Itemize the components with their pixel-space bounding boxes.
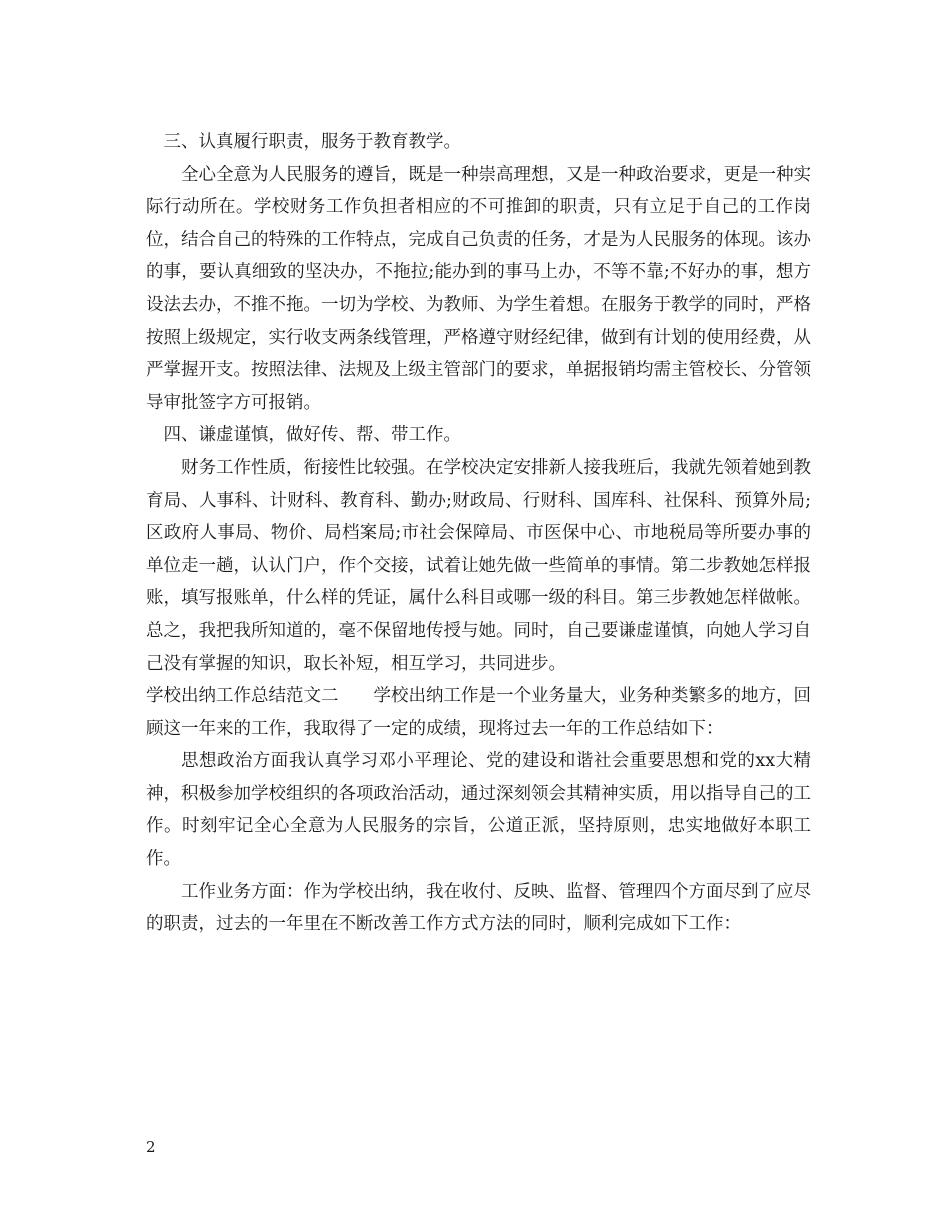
section-heading-4: 四、谦虚谨慎，做好传、帮、带工作。 (163, 425, 461, 446)
page-number: 2 (146, 1138, 156, 1156)
paragraph-political: 思想政治方面我认真学习邓小平理论、党的建设和谐社会重要思想和党的xx大精神，积极参加学校组织的各项政治活动，通过深刻领会其精神实质，用以指导自己的工作。时刻牢记全心全意为人民服务的宗旨，公道正派，坚持原则，忠实地做好本职工作。 (146, 751, 811, 870)
paragraph-handover: 财务工作性质，衔接性比较强。在学校决定安排新人接我班后，我就先领着她到教育局、人事科、计财科、教育科、勤办;财政局、行财科、国库科、社保科、预算外局;区政府人事局、物价、局档案局;市社会保障局、市医保中心、市地税局等所要办事的单位走一趟，认认门户，作个交接，试着让她先做一些简单的事情。第二步教她怎样报账，填写报账单，什么样的凭证，属什么科目或哪一级的科目。第三步教她怎样做帐。总之，我把我所知道的，毫不保留地传授与她。同时，自己要谦虚谨慎，向她人学习自己没有掌握的知识，取长补短，相互学习，共同进步。 (146, 457, 811, 674)
paragraph-business: 工作业务方面：作为学校出纳，我在收付、反映、监督、管理四个方面尽到了应尽的职责，过去的一年里在不断改善工作方式方法的同时，顺利完成如下工作： (146, 881, 811, 935)
document-body (146, 126, 811, 941)
paragraph-sample-two-intro: 学校出纳工作总结范文二 学校出纳工作是一个业务量大，业务种类繁多的地方，回顾这一年来的工作，我取得了一定的成绩，现将过去一年的工作总结如下： (146, 686, 811, 739)
paragraph-service: 全心全意为人民服务的遵旨，既是一种崇高理想，又是一种政治要求，更是一种实际行动所在。学校财务工作负担者相应的不可推卸的职责，只有立足于自己的工作岗位，结合自己的特殊的工作特点，完成自己负责的任务，才是为人民服务的体现。该办的事，要认真细致的坚决办，不拖拉;能办到的事马上办，不等不靠;不好办的事，想方设法去办，不推不拖。一切为学校、为教师、为学生着想。在服务于教学的同时，严格按照上级规定，实行收支两条线管理，严格遵守财经纪律，做到有计划的使用经费，从严掌握开支。按照法律、法规及上级主管部门的要求，单据报销均需主管校长、分管领导审批签字方可报销。 (146, 164, 811, 413)
section-heading-3: 三、认真履行职责，服务于教育教学。 (163, 132, 461, 152)
